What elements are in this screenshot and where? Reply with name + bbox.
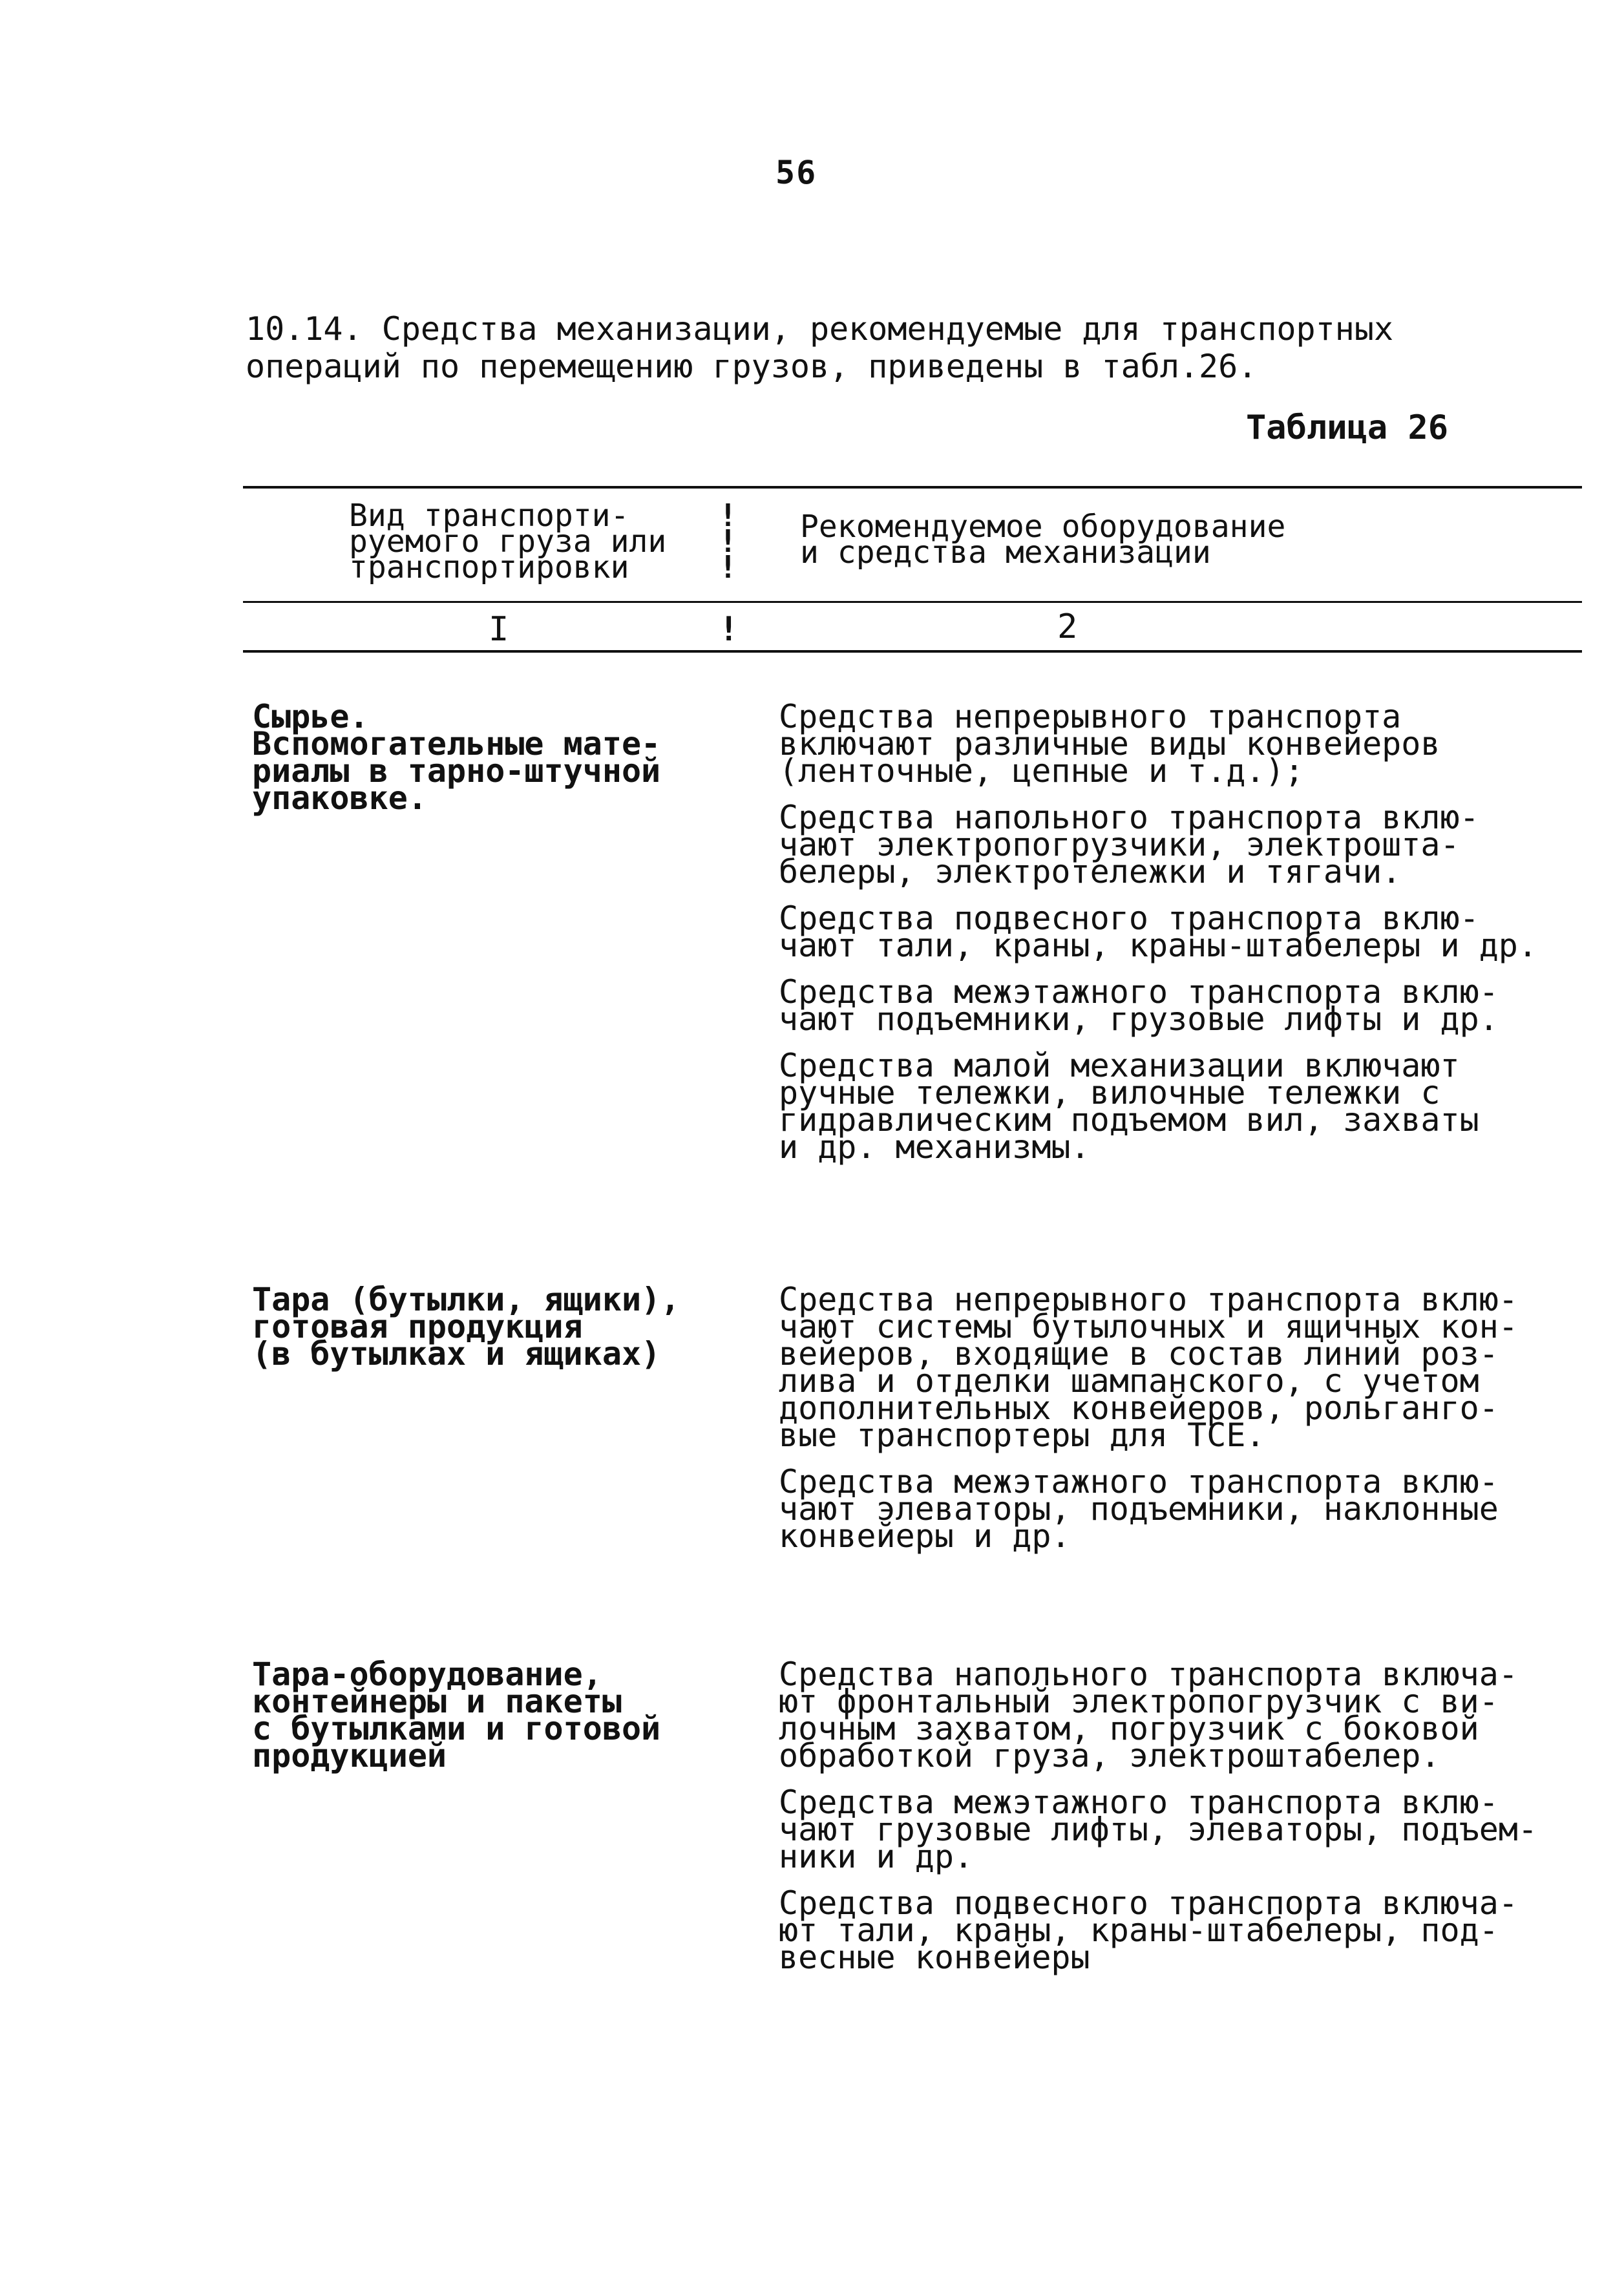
row-equipment-list: [779, 1281, 1593, 1569]
row-category: Тара-оборудование, контейнеры и пакеты с бутылками и готовой продукцией: [252, 1656, 661, 1774]
equipment-item: Средства напольного транспорта включа- ют фронтальный электропогрузчик с ви- лочным захватом, погрузчик с боковой обработкой груза, электроштабелер.: [779, 1656, 1518, 1774]
equipment-item: Средства межэтажного транспорта вклю- чают грузовые лифты, элеваторы, подъем- ники и др.: [779, 1784, 1537, 1875]
column-number-1: I: [489, 610, 509, 649]
equipment-item: Средства напольного транспорта вклю- чают электропогрузчики, электрошта- белеры, электротележки и тягачи.: [779, 799, 1479, 890]
header-col2-line: и средства механизации: [800, 534, 1211, 571]
equipment-item: Средства малой механизации включают ручные тележки, вилочные тележки с гидравлическим подъемом вил, захваты и др. механизмы.: [779, 1047, 1479, 1166]
equipment-item: Средства непрерывного транспорта включают различные виды конвейеров (ленточные, цепные и т.д.);: [779, 698, 1440, 790]
table-numbers-rule: [243, 650, 1582, 653]
row-equipment-list: [779, 1656, 1593, 1990]
intro-paragraph: [246, 310, 1551, 385]
page-number: 56: [775, 154, 817, 191]
header-col1-line: транспортировки: [349, 549, 629, 585]
equipment-item: Средства межэтажного транспорта вклю- чают подъемники, грузовые лифты и др.: [779, 973, 1499, 1038]
table-header-col1: [349, 498, 667, 585]
row-category: Тара (бутылки, ящики), готовая продукция (в бутылках и ящиках): [252, 1281, 680, 1373]
column-number-2: 2: [1057, 607, 1078, 646]
header-col1-line: Вид транспорти-: [349, 498, 629, 534]
equipment-item: Средства подвесного транспорта включа- ют тали, краны, краны-штабелеры, под- весные конвейеры: [779, 1884, 1518, 1976]
table-header-col2: [800, 509, 1286, 571]
row-equipment-list: [779, 698, 1593, 1180]
table-header-rule: [243, 601, 1582, 603]
column-number-separator: !: [719, 610, 739, 649]
intro-line: операций по перемещению грузов, приведены в табл.26.: [246, 348, 1258, 385]
table-caption: Таблица 26: [1246, 408, 1449, 447]
header-col2-line: Рекомендуемое оборудование: [800, 509, 1286, 545]
equipment-item: Средства подвесного транспорта вклю- чают тали, краны, краны-штабелеры и др.: [779, 900, 1537, 964]
table-top-rule: [243, 486, 1582, 489]
intro-line: 10.14. Средства механизации, рекомендуемые для транспортных: [246, 310, 1394, 348]
header-col1-line: руемого груза или: [349, 523, 667, 560]
row-category: Сырье. Вспомогательные мате- риалы в тарно-штучной упаковке.: [252, 698, 661, 817]
header-column-separator: ! ! !: [719, 498, 737, 585]
equipment-item: Средства межэтажного транспорта вклю- чают элеваторы, подъемники, наклонные конвейеры и др.: [779, 1463, 1499, 1555]
equipment-item: Средства непрерывного транспорта вклю- чают системы бутылочных и ящичных кон- вейеров, входящие в состав линий роз- лива и отделки шампанского, с учетом дополнительных конвейеров, рольганго- вые транспортеры для ТСЕ.: [779, 1281, 1518, 1454]
